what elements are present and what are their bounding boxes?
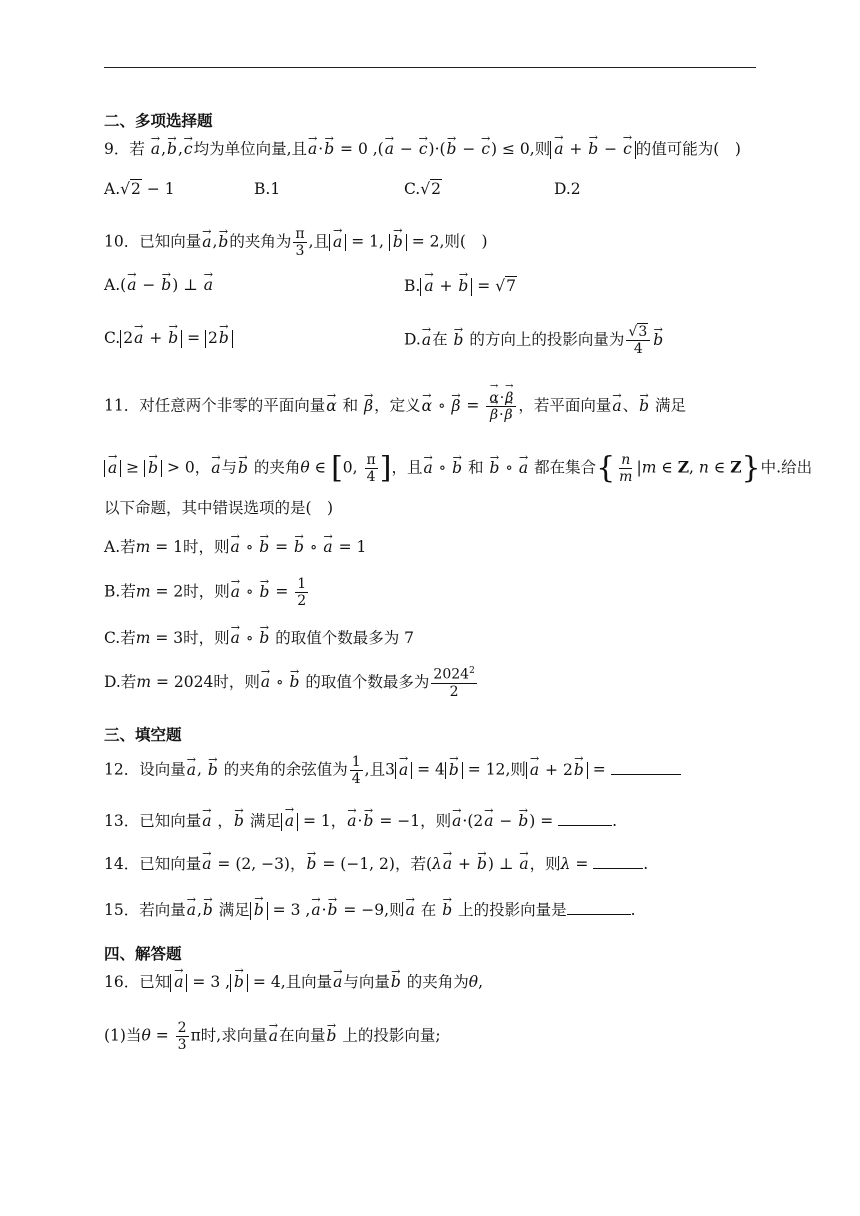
- q9-option-d: D.2: [554, 180, 581, 198]
- question-11-line1: 11．对任意两个非零的平面向量→ α 和 → β，定义→ α ∘ → β = → α·→ β → β·→ β ，若平面向量→ a、→ b 满足: [104, 390, 686, 423]
- section-heading-multiple-choice: 二、多项选择题: [104, 112, 213, 130]
- question-15: 15．若向量→ a,→ b 满足→ b = 3 ,→ a·→ b = −9,则→ a 在 → b 上的投影向量是 .: [104, 902, 636, 920]
- q11-option-c: C.若m = 3时，则→ a ∘ → b 的取值个数最多为 7: [104, 631, 414, 647]
- q9-option-a: A.√2 − 1: [104, 180, 175, 198]
- question-10: 10．已知向量→ a,→ b的夹角为 $\frac{\pi}{3}$ ,且→ a = 1, → b = 2,则( ): [104, 226, 488, 259]
- question-9: 9．若 → a,→ b,→ c均为单位向量,且→ a·→ b = 0 ,(→ a − → c)·(→ b − → c) ≤ 0,则→ a + → b − → c 的值可能为( ): [104, 141, 741, 159]
- q11-option-b: B.若m = 2时，则→ a ∘ → b = $\frac{1}{2}$: [104, 576, 310, 609]
- question-16: 16．已知→ a = 3 ,→ b = 4,且向量→ a与向量→ b 的夹角为θ,: [104, 974, 483, 992]
- q11-option-d: D.若m = 2024时，则→ a ∘ → b 的取值个数最多为 $\frac{2024^2}{2}$: [104, 666, 479, 700]
- q10-option-c: C. 2→ a + → b = 2→ b: [104, 330, 233, 348]
- section-heading-solutions: 四、解答题: [104, 945, 182, 963]
- question-12: 12．设向量→ a, → b 的夹角的余弦值为 $\frac{1}{4}$ ,且3→ a = 4→ b = 12,则→ a + 2→ b =: [104, 754, 681, 787]
- section-heading-fill-in: 三、填空题: [104, 726, 182, 744]
- question-11-line3: 以下命题，其中错误选项的是( ): [104, 499, 334, 517]
- q11-option-a: A.若m = 1时，则→ a ∘ → b = → b ∘ → a = 1: [104, 540, 366, 556]
- question-11-line2: → a ≥ → b > 0，→ a与→ b 的夹角θ ∈ [0, $\frac{\pi}{4}$ ]，且→ a ∘ → b 和 → b ∘ → a 都在集合{ $\frac{n}{m}$ |m ∈ Z, n ∈ Z}中.给出: [104, 452, 812, 485]
- question-13: 13．已知向量→ a ，→ b 满足→ a = 1，→ a·→ b = −1，则→ a·(2→ a − → b) = .: [104, 813, 617, 831]
- question-14: 14．已知向量→ a = (2, −3)，→ b = (−1, 2)，若(λ→ a + → b) ⊥ → a，则λ = .: [104, 857, 648, 873]
- header-rule: [104, 67, 756, 68]
- q10-option-b: B.→ a + → b = √7: [404, 278, 517, 296]
- q9-option-c: C.√2: [404, 180, 441, 198]
- q9-option-b: B.1: [254, 180, 281, 198]
- q10-option-a: A.(→ a − → b) ⊥ → a: [104, 278, 214, 294]
- question-16-part-1: (1)当θ = $\frac{2}{3}$ π时,求向量→ a在向量→ b 上的投影向量;: [104, 1020, 441, 1053]
- q10-option-d: D.→ a在 → b 的方向上的投影向量为 $\frac{√3}{4}$ → b: [404, 324, 664, 357]
